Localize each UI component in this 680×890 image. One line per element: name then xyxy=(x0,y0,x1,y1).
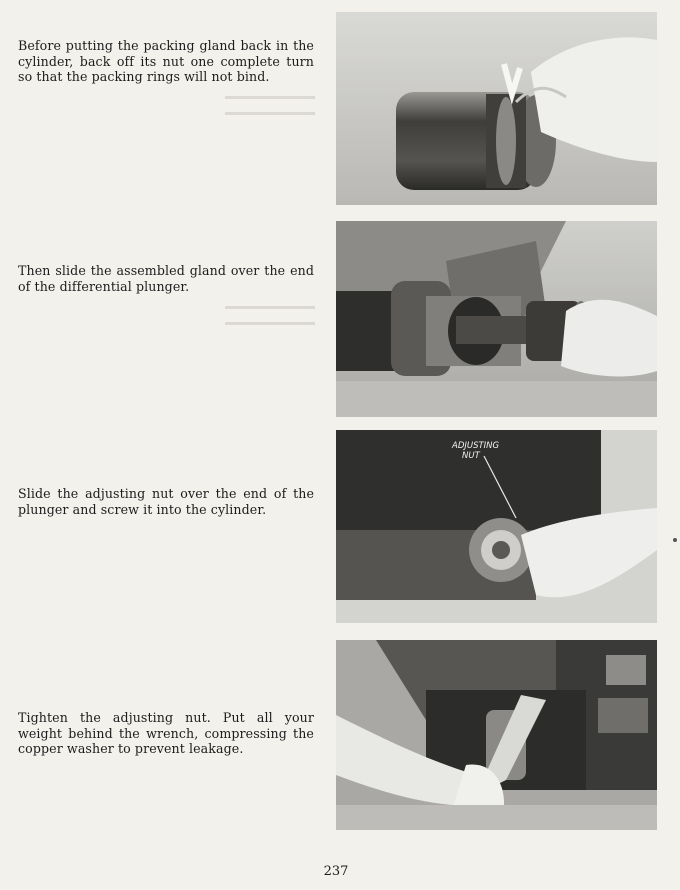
step-4-text: Tighten the adjusting nut. Put all your weight behind the wrench, compressing the copper washer to prevent leakage. xyxy=(18,710,314,756)
show-through-mark xyxy=(225,96,315,99)
photo-adjusting-nut xyxy=(336,430,657,623)
step-2-text: Then slide the assembled gland over the end of the differential plunger. xyxy=(18,263,314,294)
hand xyxy=(561,300,657,377)
adjusting-label-line-2: NUT xyxy=(462,451,480,461)
photo-packing-gland xyxy=(336,12,657,205)
step-3-text: Slide the adjusting nut over the end of the plunger and screw it into the cylinder. xyxy=(18,486,314,517)
photo-tighten-wrench xyxy=(336,640,657,830)
show-through-mark xyxy=(225,322,315,325)
step-1-text: Before putting the packing gland back in the cylinder, back off its nut one complete turn so that the packing rings will not bind. xyxy=(18,38,314,84)
show-through-mark xyxy=(225,112,315,115)
margin-speck xyxy=(673,538,677,542)
photo-gland-over-plunger xyxy=(336,221,657,417)
page-number: 237 xyxy=(323,864,349,879)
show-through-mark xyxy=(225,306,315,309)
adjusting-label-line-1: ADJUSTING xyxy=(452,441,500,451)
